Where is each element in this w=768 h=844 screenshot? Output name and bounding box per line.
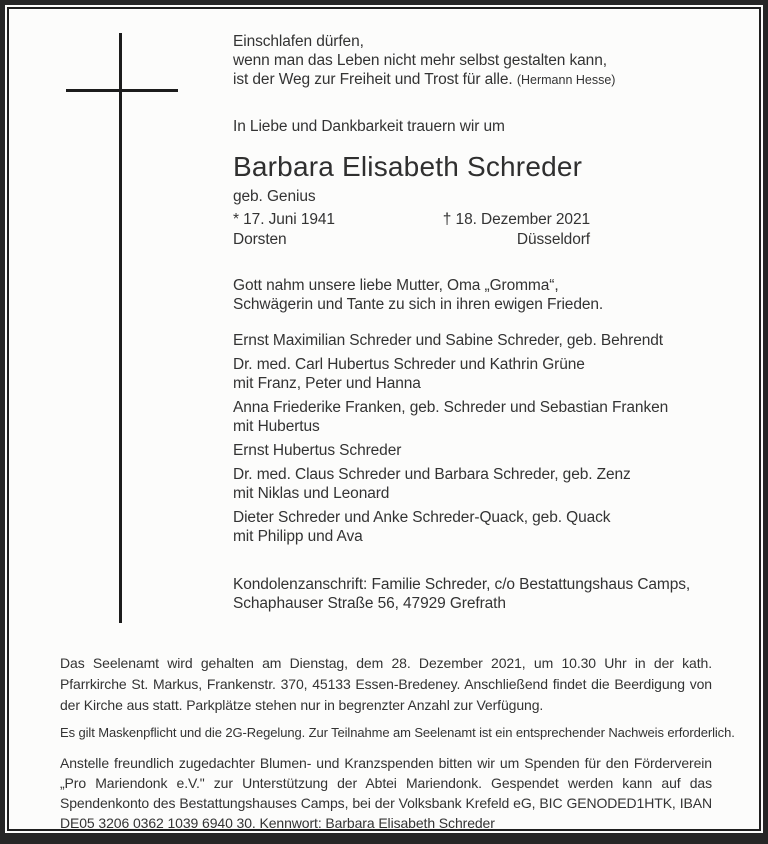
mourner-line: Ernst Maximilian Schreder und Sabine Schreder, geb. Behrendt bbox=[233, 332, 663, 349]
mourner-entry bbox=[233, 465, 711, 503]
death-cross-symbol: † bbox=[442, 211, 452, 228]
mourner-line: Dr. med. Claus Schreder und Barbara Schreder, geb. Zenz bbox=[233, 466, 631, 483]
condolence-line-1: Kondolenzanschrift: Familie Schreder, c/o Bestattungshaus Camps, bbox=[233, 576, 691, 593]
death-date-line bbox=[443, 210, 590, 230]
birth-star-symbol: * bbox=[233, 211, 239, 228]
tribute-line-2: Schwägerin und Tante zu sich in ihren ewigen Frieden. bbox=[233, 296, 604, 313]
opening-quote bbox=[233, 32, 711, 90]
mourner-children-line: mit Hubertus bbox=[233, 418, 320, 435]
mourner-children-line: mit Philipp und Ava bbox=[233, 528, 363, 545]
notice-sheet bbox=[5, 5, 763, 833]
death-place: Düsseldorf bbox=[516, 231, 590, 248]
cross-icon bbox=[66, 89, 178, 92]
tribute-text bbox=[233, 276, 711, 314]
mourner-line: Anna Friederike Franken, geb. Schreder und Sebastian Franken bbox=[233, 399, 669, 416]
notice-body bbox=[233, 32, 711, 613]
mourner-entry bbox=[233, 508, 711, 546]
mourner-line: Ernst Hubertus Schreder bbox=[233, 442, 402, 459]
intro-line: In Liebe und Dankbarkeit trauern wir um bbox=[233, 118, 505, 135]
tribute-line-1: Gott nahm unsere liebe Mutter, Oma „Gromma“, bbox=[233, 277, 559, 294]
mourner-line: Dieter Schreder und Anke Schreder-Quack, geb. Quack bbox=[233, 509, 611, 526]
mourner-line: Dr. med. Carl Hubertus Schreder und Kathrin Grüne bbox=[233, 356, 585, 373]
mourner-entry bbox=[233, 441, 711, 460]
mourner-children-line: mit Franz, Peter und Hanna bbox=[233, 375, 421, 392]
mourners-list bbox=[233, 331, 711, 546]
condolence-address bbox=[233, 575, 711, 613]
life-dates bbox=[233, 210, 590, 250]
mourner-entry bbox=[233, 355, 711, 393]
deceased-name: Barbara Elisabeth Schreder bbox=[233, 151, 583, 182]
quote-line-2: wenn man das Leben nicht mehr selbst gestalten kann, bbox=[233, 52, 607, 69]
mourner-entry bbox=[233, 398, 711, 436]
birth-info bbox=[233, 210, 335, 250]
donation-info-paragraph: Anstelle freundlich zugedachter Blumen- und Kranzspenden bitten wir um Spenden für den Förderverein „Pro Mariendonk e.V." zur Unterstützung der Abtei Mariendonk. Gespendet werden kann auf das Spendenkonto des Bestattungshauses Camps, bei der Volksbank Krefeld eG, BIC GENODED1HTK, IBAN DE05 3206 0362 1039 6940 30. Kennwort: Barbara Elisabeth Schreder bbox=[60, 755, 712, 831]
mourner-children-line: mit Niklas und Leonard bbox=[233, 485, 390, 502]
mask-rule-paragraph: Es gilt Maskenpflicht und die 2G-Regelung. Zur Teilnahme am Seelenamt ist ein entsprechender Nachweis erforderlich. bbox=[60, 725, 735, 740]
footer-block bbox=[60, 653, 735, 833]
quote-attribution: (Hermann Hesse) bbox=[516, 73, 616, 87]
birth-date: 17. Juni 1941 bbox=[243, 211, 335, 228]
death-date: 18. Dezember 2021 bbox=[455, 211, 590, 228]
condolence-line-2: Schaphauser Straße 56, 47929 Grefrath bbox=[233, 595, 506, 612]
death-info bbox=[443, 210, 590, 250]
birth-place: Dorsten bbox=[233, 231, 287, 248]
cross-icon bbox=[119, 33, 122, 623]
quote-line-3 bbox=[233, 70, 711, 90]
birth-date-line bbox=[233, 210, 335, 230]
quote-line-3-text: ist der Weg zur Freiheit und Trost für alle. bbox=[233, 71, 513, 88]
maiden-name: geb. Genius bbox=[233, 188, 316, 205]
mourner-entry bbox=[233, 331, 711, 350]
quote-line-1: Einschlafen dürfen, bbox=[233, 33, 364, 50]
service-info-paragraph: Das Seelenamt wird gehalten am Dienstag, dem 28. Dezember 2021, um 10.30 Uhr in der kath. Pfarrkirche St. Markus, Frankenstr. 370, 45133 Essen-Bredeney. Anschließend findet die Beerdigung von der Kirche aus statt. Parkplätze stehen nur in begrenzter Anzahl zur Verfügung. bbox=[60, 655, 712, 713]
